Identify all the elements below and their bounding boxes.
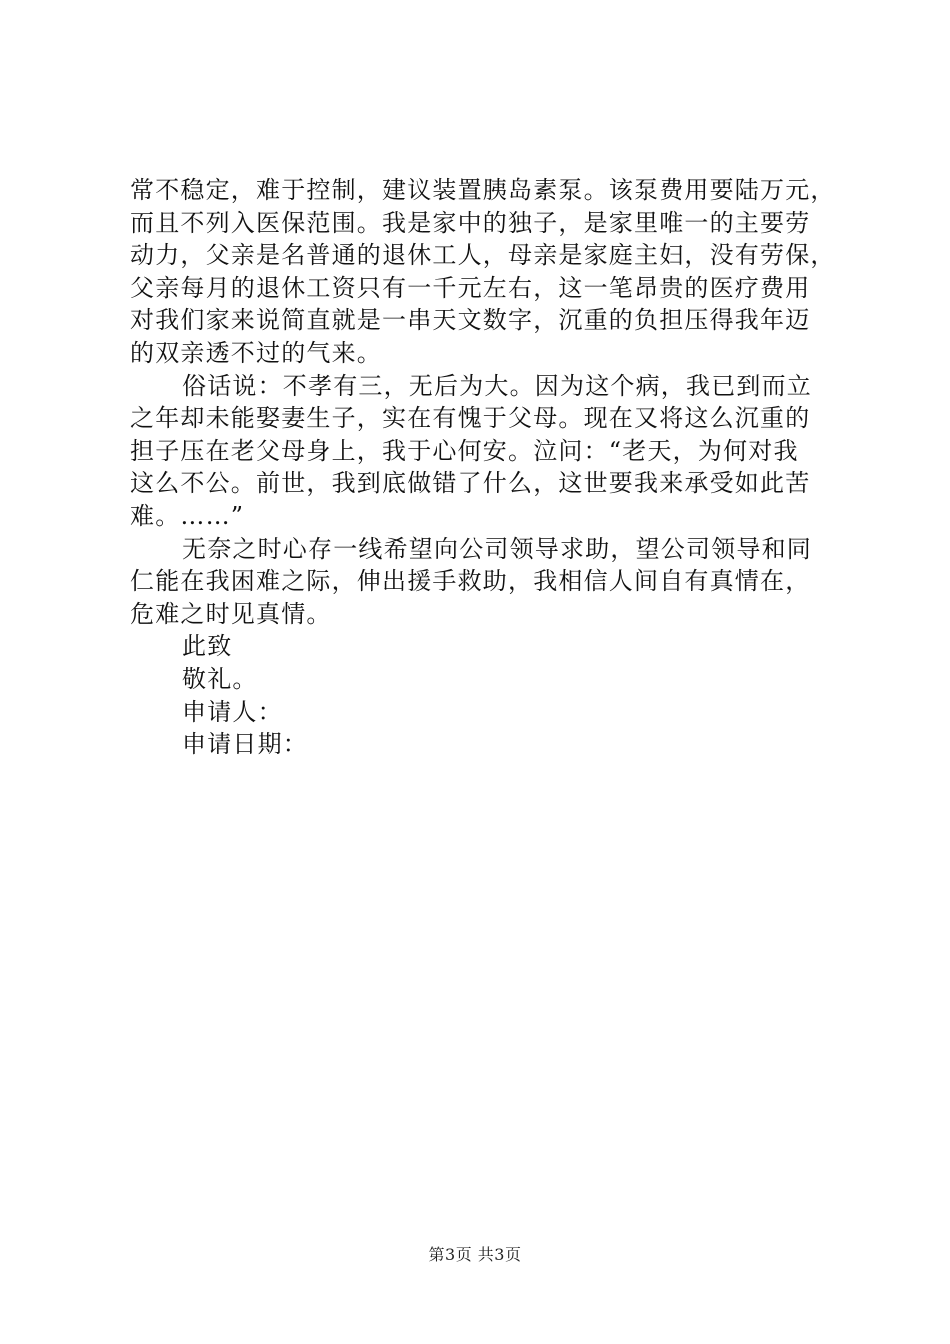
page-number-footer: 第3页 共3页 [428, 1245, 522, 1264]
paragraph-line: 常不稳定，难于控制，建议装置胰岛素泵。该泵费用要陆万元， [130, 176, 836, 204]
paragraph-line: 难。……” [130, 501, 245, 530]
paragraph-line: 父亲每月的退休工资只有一千元左右，这一笔昂贵的医疗费用 [130, 273, 811, 302]
salutation-line: 敬礼。 [182, 664, 258, 693]
application-date-label: 申请日期： [182, 730, 308, 759]
paragraph-line: 这么不公。前世，我到底做错了什么，这世要我来承受如此苦 [130, 469, 811, 498]
paragraph-line: 的双亲透不过的气来。 [130, 338, 382, 367]
paragraph-line: 无奈之时心存一线希望向公司领导求助，望公司领导和同 [182, 534, 812, 563]
paragraph-line: 危难之时见真情。 [130, 599, 332, 628]
applicant-label: 申请人： [182, 697, 283, 726]
letter-body [130, 174, 836, 761]
closing-line: 此致 [182, 632, 233, 661]
paragraph-line: 仁能在我困难之际，伸出援手救助，我相信人间自有真情在， [130, 567, 811, 596]
paragraph-line: 俗话说：不孝有三，无后为大。因为这个病，我已到而立 [182, 371, 812, 400]
paragraph-line: 担子压在老父母身上，我于心何安。泣问：“老天，为何对我 [130, 436, 799, 465]
paragraph-line: 动力，父亲是名普通的退休工人，母亲是家庭主妇，没有劳保， [130, 241, 836, 270]
paragraph-line: 而且不列入医保范围。我是家中的独子，是家里唯一的主要劳 [130, 208, 811, 237]
paragraph-line: 之年却未能娶妻生子，实在有愧于父母。现在又将这么沉重的 [130, 404, 811, 433]
paragraph-line: 对我们家来说简直就是一串天文数字，沉重的负担压得我年迈 [130, 306, 811, 335]
